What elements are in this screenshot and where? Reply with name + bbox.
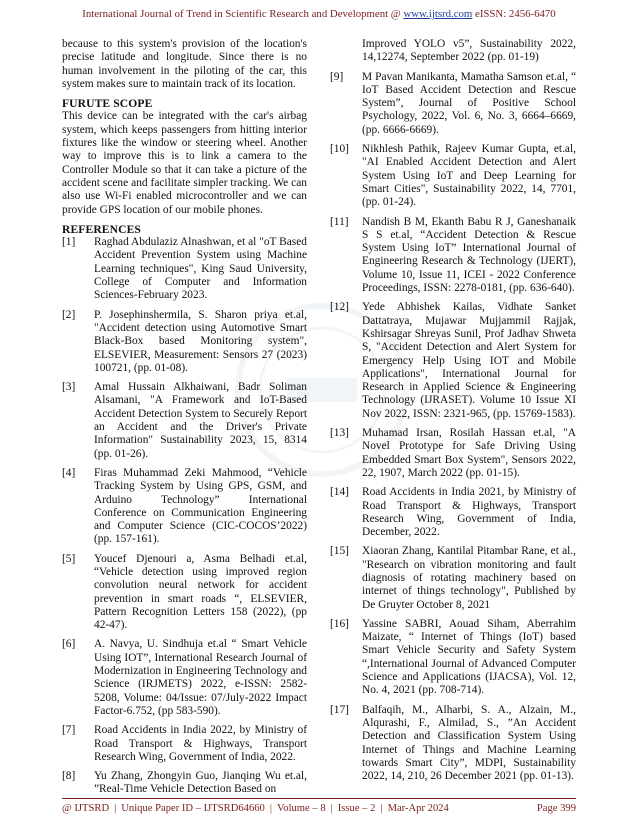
reference-item: [330, 427, 576, 480]
reference-text: Road Accidents in India 2022, by Ministry of Road Transport & Highways, Transport Research Wing, Government of India, 2022.: [94, 724, 307, 763]
reference-number: [15]: [330, 545, 349, 558]
reference-number: [11]: [330, 215, 349, 228]
reference-number: [10]: [330, 143, 349, 156]
reference-number: [4]: [62, 466, 76, 479]
footer-date: Mar-Apr 2024: [387, 803, 449, 814]
reference-text: Xiaoran Zhang, Kantilal Pitambar Rane, et al., "Research on vibration monitoring and fault diagnosis of rotating machinery based on internet of things technology", Published by De Gruyter October 8, 2021: [362, 545, 576, 611]
left-column: [62, 38, 307, 803]
reference-text: Yede Abhishek Kailas, Vidhate Sanket Dattatraya, Mujawar Mujjammil Rajjak, Kshirsagar Shreyas Sunil, Prof Jadhav Shweta S, "Accident Detection and Alert System for Emergency Help Using IOT and Mobile Applications", International Journal for Research in Applied Science & Engineering Technology (IJRASET). Volume 10 Issue XI Nov 2022, ISSN: 2321-965, (pp. 15769-1583).: [362, 301, 576, 420]
reference-number: [3]: [62, 381, 76, 394]
reference-number: [6]: [62, 638, 76, 651]
reference-item: [330, 301, 576, 421]
reference-item: [62, 553, 307, 633]
reference-text: Road Accidents in India 2021, by Ministry of Road Transport & Highways, Transport Research Wing, Government of India, December, 2022.: [362, 486, 576, 539]
footer-paper-id: Unique Paper ID – IJTSRD64660: [121, 803, 265, 814]
journal-url-link[interactable]: www.ijtsrd.com: [403, 8, 473, 20]
reference-text: Nikhlesh Pathik, Rajeev Kumar Gupta, et.al, "AI Enabled Accident Detection and Alert System Using IoT and Deep Learning for Smart Cities", Sustainability 2022, 14, 7701, (pp. 01-24).: [362, 143, 576, 209]
reference-text: A. Navya, U. Sindhuja et.al “ Smart Vehicle Using IOT”, International Research Journal of Modernization in Engineering Technology and Science (IRJMETS) 2022, e-ISSN: 2582-5208, Volume: 04/Issue: 07/July-2022 Impact Factor-6.752, (pp 583-590).: [94, 638, 307, 717]
footer-info: @ IJTSRD | Unique Paper ID – IJTSRD64660 | Volume – 8 | Issue – 2 | Mar-Apr 2024: [62, 803, 449, 814]
journal-title: International Journal of Trend in Scientific Research and Development @: [82, 8, 401, 20]
reference-item: [62, 770, 307, 797]
reference-number: [17]: [330, 703, 349, 716]
reference-item: [62, 309, 307, 375]
reference-item: [62, 724, 307, 764]
reference-continuation: Improved YOLO v5”, Sustainability 2022, 14,12274, September 2022 (pp. 01-19): [362, 38, 576, 64]
reference-text: Balfaqih, M., Alharbi, S. A., Alzain, M., Alqurashi, F., Almilad, S., ”An Accident Detection and Classification System Using Internet of Things and Machine Learning towards Smart City”, MDPI, Sustainability 2022, 14, 210, 26 December 2021 (pp. 01-13).: [362, 703, 576, 783]
reference-number: [1]: [62, 236, 76, 249]
reference-text: Yassine SABRI, Aouad Siham, Aberrahim Maizate, “ Internet of Things (IoT) based Smart Vehicle Security and Safety System “,International Journal of Advanced Computer Science and Applications (IJACSA), Vol. 12, No. 4, 2021 (pp. 708-714).: [362, 617, 576, 697]
footer-site: @ IJTSRD: [62, 803, 110, 814]
right-column: [330, 38, 576, 789]
journal-header: [0, 8, 638, 20]
reference-number: [9]: [330, 70, 344, 83]
reference-item: [330, 486, 576, 539]
reference-number: [12]: [330, 301, 349, 314]
reference-item: [62, 467, 307, 547]
reference-text: Muhamad Irsan, Rosilah Hassan et.al, "A Novel Prototype for Safe Driving Using Embedded Smart Box System", Sensors 2022, 22, 1907, March 2022 (pp. 01-15).: [362, 427, 576, 479]
reference-item: [330, 216, 576, 296]
reference-text: Yu Zhang, Zhongyin Guo, Jianqing Wu et.al, ”Real-Time Vehicle Detection Based on: [94, 770, 307, 796]
reference-number: [14]: [330, 486, 349, 499]
footer-issue: Issue – 2: [337, 803, 376, 814]
reference-item: [330, 704, 576, 784]
reference-item: [330, 143, 576, 209]
reference-item: [330, 71, 576, 137]
reference-item: [62, 381, 307, 461]
future-scope-heading: FURUTE SCOPE: [62, 97, 153, 111]
reference-text: Amal Hussain Alkhaiwani, Badr Soliman Alsamani, "A Framework and IoT-Based Accident Detection System to Securely Report an Accident and the Driver's Private Information" Sustainability 2023, 15, 8314 (pp. 01-26).: [94, 381, 307, 460]
footer-volume: Volume – 8: [276, 803, 326, 814]
reference-item: [62, 638, 307, 718]
intro-paragraph: because to this system's provision of the location's precise latitude and longitude. Since there is no human involvement in the piloting of the car, this system makes sure to maintain track of its location.: [62, 38, 307, 90]
reference-number: [16]: [330, 617, 349, 630]
reference-text: M Pavan Manikanta, Mamatha Samson et.al, “ IoT Based Accident Detection and Rescue System”, Journal of Positive School Psychology, 2022, Vol. 6, No. 3, 6664–6669, (pp. 6666-6669).: [362, 70, 576, 136]
future-scope-paragraph: This device can be integrated with the car's airbag system, which keeps passengers from hitting interior fixtures like the window or steering wheel. Another way to improve this is to link a camera to the Controller Module so that it can take a picture of the accident scene and facilitate simpler tracking. We can also use Wi-Fi enabled microcontroller and we can provide GPS location of our mobile phones.: [62, 110, 307, 216]
reference-text: Firas Muhammad Zeki Mahmood, “Vehicle Tracking System by Using GPS, GSM, and Arduino Technology” International Conference on Communication Engineering and Computer Science (CIC-COCOS’2022) (pp. 157-161).: [94, 466, 307, 546]
reference-text: P. Josephinshermila, S. Sharon priya et.al, "Accident detection using Automotive Smart Black-Box based Monitoring system", ELSEVIER, Measurement: Sensors 27 (2023) 100721, (pp. 01-08).: [94, 308, 307, 374]
reference-number: [13]: [330, 427, 349, 440]
reference-item: [330, 545, 576, 611]
reference-number: [2]: [62, 308, 76, 321]
reference-text: Nandish B M, Ekanth Babu R J, Ganeshanaik S S et.al, “Accident Detection & Rescue System Using IoT” International Journal of Engineering Research & Technology (IJERT), Volume 10, Issue 11, ICEI - 2022 Conference Proceedings, ISSN: 2278-0181, (pp. 636-640).: [362, 215, 576, 295]
reference-text: Raghad Abdulaziz Alnashwan, et al "oT Based Accident Prevention System using Machine Learning techniques", King Saud University, College of Computer and Information Sciences-February 2023.: [94, 236, 307, 302]
reference-number: [7]: [62, 724, 76, 737]
footer-divider: [62, 798, 576, 799]
reference-item: [62, 236, 307, 302]
journal-issn: eISSN: 2456-6470: [475, 8, 556, 20]
reference-number: [8]: [62, 770, 76, 783]
reference-text: Youcef Djenouri a, Asma Belhadi et.al, “Vehicle detection using improved region convolution neural network for accident prevention in smart roads “, ELSEVIER, Pattern Recognition Letters 158 (2022), (pp 42-47).: [94, 552, 307, 632]
page-number: Page 399: [536, 803, 576, 814]
reference-item: [330, 618, 576, 698]
references-heading: REFERENCES: [62, 222, 141, 236]
reference-number: [5]: [62, 552, 76, 565]
